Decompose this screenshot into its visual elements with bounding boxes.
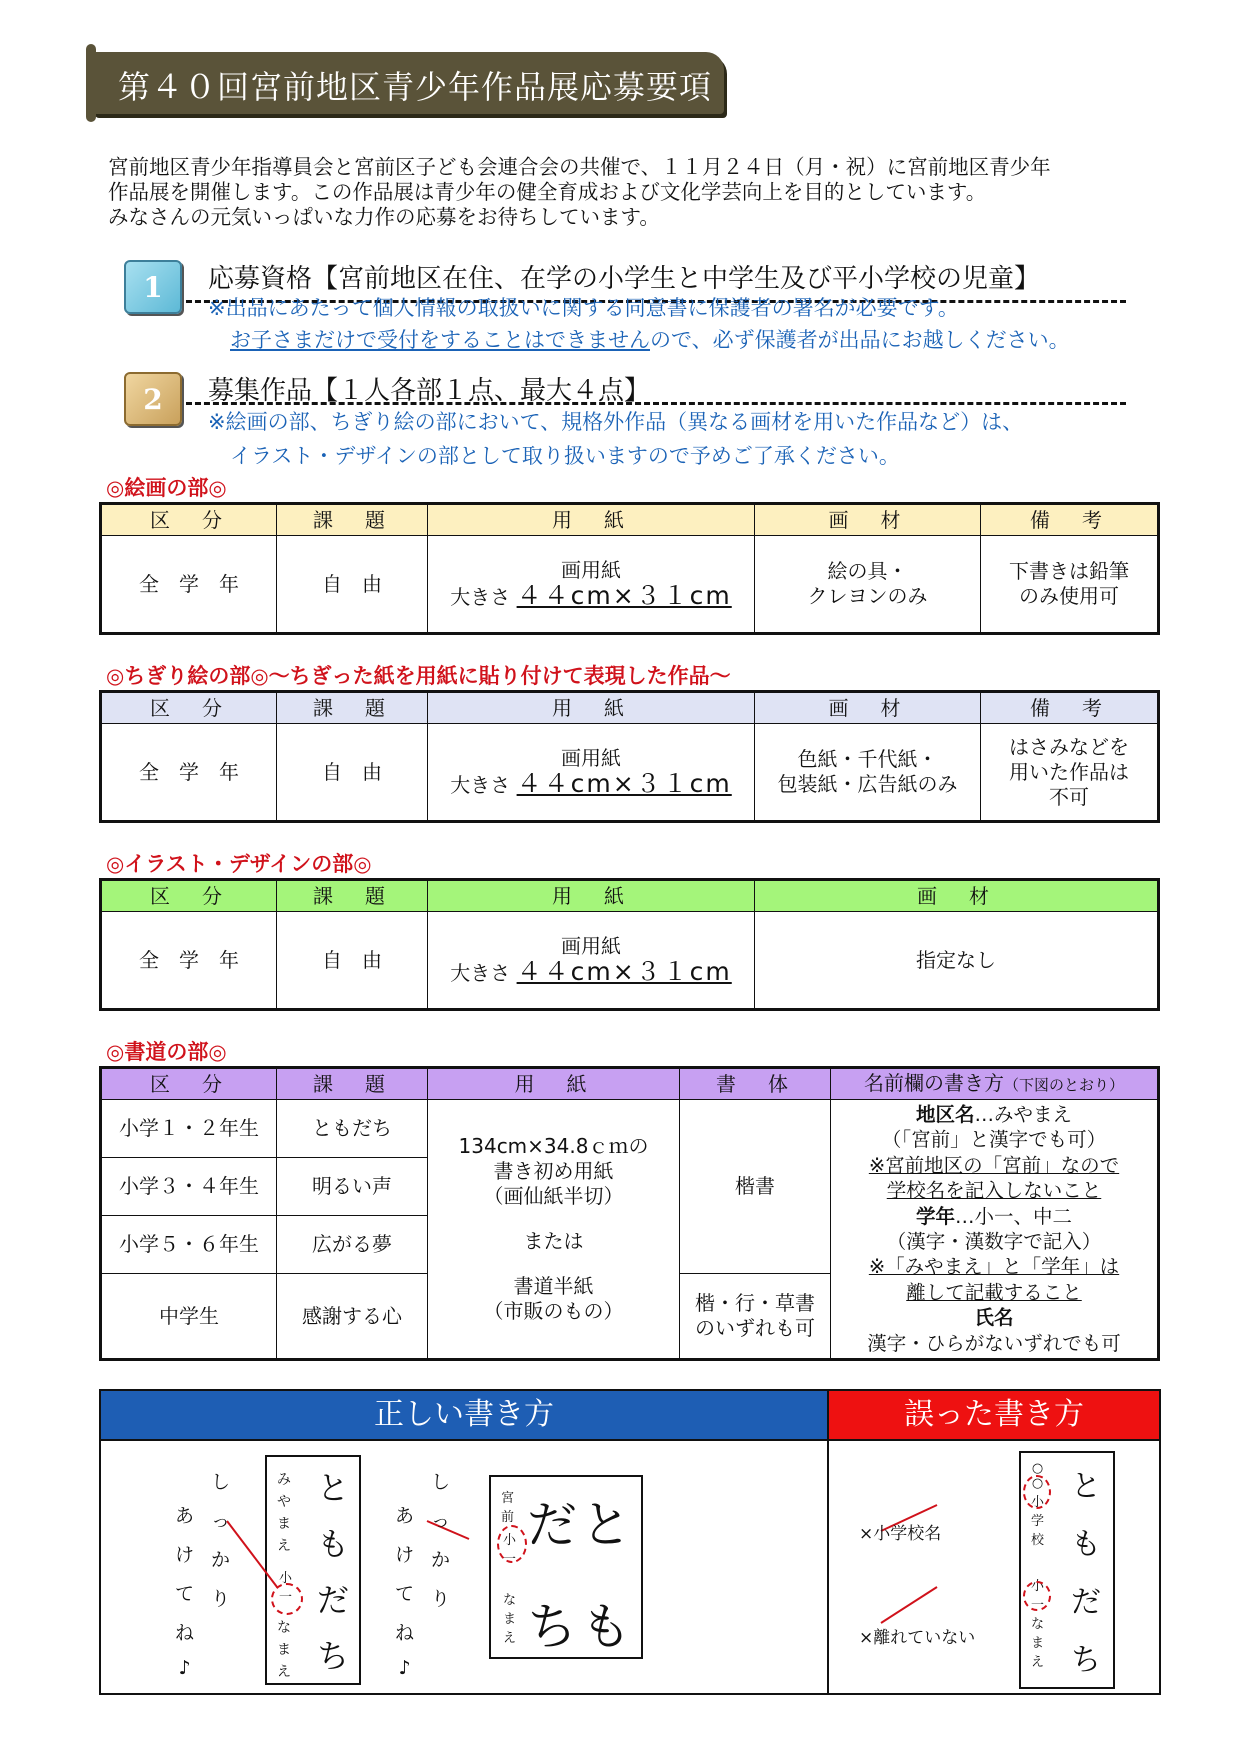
section-2-icon: 2 [124, 372, 182, 426]
header-cell: 画 材 [755, 880, 1159, 912]
painting-label: ◎絵画の部◎ [106, 476, 227, 500]
highlight-circle [1023, 1475, 1051, 1509]
name-field-line: 地区名…みやまえ [915, 1102, 1073, 1126]
example-1-grade: 小 一 [279, 1571, 293, 1605]
example-2-person-name: な ま え [503, 1593, 517, 1646]
name-field-line: 離して記載すること [906, 1280, 1082, 1304]
name-field-line: 氏名 [974, 1306, 1014, 1330]
grade-cell: 小学５・６年生 [101, 1216, 277, 1274]
name-field-line: ※宮前地区の「宮前」なので [868, 1153, 1120, 1177]
header-cell: 備 考 [981, 504, 1159, 536]
name-field-line: 学年…小一、中二 [915, 1204, 1073, 1228]
header-cell: 用 紙 [428, 692, 755, 724]
wrong-note-spacing: ×離れていない [859, 1628, 976, 1648]
grade-cell: 全 学 年 [101, 536, 277, 634]
examples-box [99, 1389, 1161, 1695]
correct-example-heading: 正しい書き方 [101, 1391, 829, 1441]
section-2-heading: 募集作品【１人各部１点、最大４点】 [208, 376, 651, 406]
theme-cell: ともだち [277, 1100, 428, 1158]
intro-line: みなさんの元気いっぱいな力作の応募をお待ちしています。 [108, 205, 660, 229]
shodo-label: ◎書道の部◎ [106, 1040, 227, 1064]
intro-line: 作品展を開催します。この作品展は青少年の健全育成および文化学芸向上を目的としています。 [108, 180, 987, 204]
section-2-note: ※絵画の部、ちぎり絵の部において、規格外作品（異なる画材を用いた作品など）は、 [208, 410, 1024, 434]
page-title: 第４０回宮前地区青少年作品展応募要項 [118, 68, 713, 106]
paper-cell: 画用紙 大きさ ４４cm×３１cm [428, 724, 755, 822]
annotation-line [881, 1587, 937, 1623]
header-cell: 画 材 [755, 504, 981, 536]
example-2-grade: 小 一 [503, 1533, 517, 1567]
header-cell: 課 題 [277, 1068, 428, 1100]
section-1-note: ※出品にあたって個人情報の取扱いに関する同意書に保護者の署名が必要です。 [208, 296, 959, 320]
example-2-paper [489, 1475, 643, 1659]
header-cell: 区 分 [101, 504, 277, 536]
material-cell: 色紙・千代紙・ 包装紙・広告紙のみ [755, 724, 981, 822]
header-cell: 課 題 [277, 504, 428, 536]
header-cell: 用 紙 [428, 880, 755, 912]
example-2-main-text-left: だ ち [527, 1496, 577, 1656]
header-cell: 用 紙 [428, 1068, 680, 1100]
header-cell: 区 分 [101, 692, 277, 724]
style-cell: 楷書 [680, 1100, 831, 1274]
grade-cell: 小学３・４年生 [101, 1158, 277, 1216]
name-field-line: ※「みやまえ」と「学年」は [868, 1255, 1120, 1279]
wrong-example-school: ○ ○ 小 学 校 [1031, 1461, 1045, 1548]
paper-cell: 134cm×34.8ｃｍの 書き初め用紙 （画仙紙半切） または 書道半紙 （市販のもの） [428, 1100, 680, 1360]
wrong-example-grade: 小 一 [1031, 1579, 1045, 1613]
paper-cell: 画用紙 大きさ ４４cm×３１cm [428, 536, 755, 634]
style-cell: 楷・行・草書 のいずれも可 [680, 1274, 831, 1360]
name-field-line: （漢字・漢数字で記入） [886, 1230, 1102, 1253]
header-cell: 区 分 [101, 1068, 277, 1100]
painting-table [99, 502, 1160, 635]
example-1-area-name: み や ま え [277, 1472, 291, 1554]
intro-text [108, 155, 1148, 230]
name-field-line: 漢字・ひらがないずれでも可 [867, 1331, 1121, 1355]
theme-cell: 広がる夢 [277, 1216, 428, 1274]
poem-column-2: あ け て ね ♪ [175, 1505, 195, 1679]
example-1-main-text: と も だ ち [317, 1469, 350, 1675]
wrong-example-heading: 誤った書き方 [829, 1391, 1159, 1441]
header-cell: 書 体 [680, 1068, 831, 1100]
annotation-line [227, 1521, 277, 1587]
grade-cell: 全 学 年 [101, 724, 277, 822]
header-cell: 用 紙 [428, 504, 755, 536]
intro-line: 宮前地区青少年指導員会と宮前区子ども会連合会の共催で、１１月２４日（月・祝）に宮前地区青少年 [108, 155, 1051, 179]
section-2-note-2: イラスト・デザインの部として取り扱いますので予めご了承ください。 [230, 444, 900, 468]
highlight-circle [1023, 1581, 1051, 1611]
header-cell: 名前欄の書き方（下図のとおり） [831, 1068, 1159, 1100]
header-cell: 備 考 [981, 692, 1159, 724]
poem-column-2: あ け て ね ♪ [395, 1505, 415, 1679]
wrong-example-person-name: な ま え [1031, 1617, 1045, 1670]
theme-cell: 感謝する心 [277, 1274, 428, 1360]
example-1-person-name: な ま え [277, 1620, 291, 1680]
section-1-heading: 応募資格【宮前地区在住、在学の小学生と中学生及び平小学校の児童】 [208, 264, 1041, 294]
paper-cell: 画用紙 大きさ ４４cm×３１cm [428, 912, 755, 1010]
title-banner [92, 52, 724, 114]
name-field-cell [831, 1100, 1159, 1360]
header-cell: 区 分 [101, 880, 277, 912]
theme-cell: 自 由 [277, 724, 428, 822]
chigiri-label: ◎ちぎり絵の部◎～ちぎった紙を用紙に貼り付けて表現した作品～ [106, 664, 731, 688]
wrong-example-paper [1019, 1451, 1115, 1689]
remarks-cell: はさみなどを 用いた作品は 不可 [981, 724, 1159, 822]
remarks-cell: 下書きは鉛筆 のみ使用可 [981, 536, 1159, 634]
theme-cell: 明るい声 [277, 1158, 428, 1216]
material-cell: 指定なし [755, 912, 1159, 1010]
grade-cell: 全 学 年 [101, 912, 277, 1010]
grade-cell: 小学１・２年生 [101, 1100, 277, 1158]
section-1-icon: 1 [124, 260, 182, 314]
poem-column-1: し っ か り [431, 1471, 451, 1610]
wrong-example-main-text: と も だ ち [1071, 1469, 1101, 1678]
header-cell: 課 題 [277, 692, 428, 724]
section-1-note-2: お子さまだけで受付をすることはできませんので、必ず保護者が出品にお越しください。 [230, 328, 1070, 352]
illust-table [99, 878, 1160, 1011]
example-2-area-name: 宮 前 [501, 1491, 515, 1525]
grade-cell: 中学生 [101, 1274, 277, 1360]
example-2-main-text-right: と も [581, 1496, 631, 1656]
wrong-note-school: ×小学校名 [859, 1524, 942, 1544]
material-cell: 絵の具・ クレヨンのみ [755, 536, 981, 634]
name-field-line: 学校名を記入しないこと [886, 1179, 1102, 1203]
illust-label: ◎イラスト・デザインの部◎ [106, 852, 372, 876]
header-cell: 課 題 [277, 880, 428, 912]
chigiri-table [99, 690, 1160, 823]
theme-cell: 自 由 [277, 912, 428, 1010]
poem-column-1: し っ か り [211, 1471, 231, 1610]
name-field-line: （「宮前」と漢字でも可） [881, 1128, 1107, 1152]
shodo-table [99, 1066, 1160, 1361]
header-cell: 画 材 [755, 692, 981, 724]
theme-cell: 自 由 [277, 536, 428, 634]
